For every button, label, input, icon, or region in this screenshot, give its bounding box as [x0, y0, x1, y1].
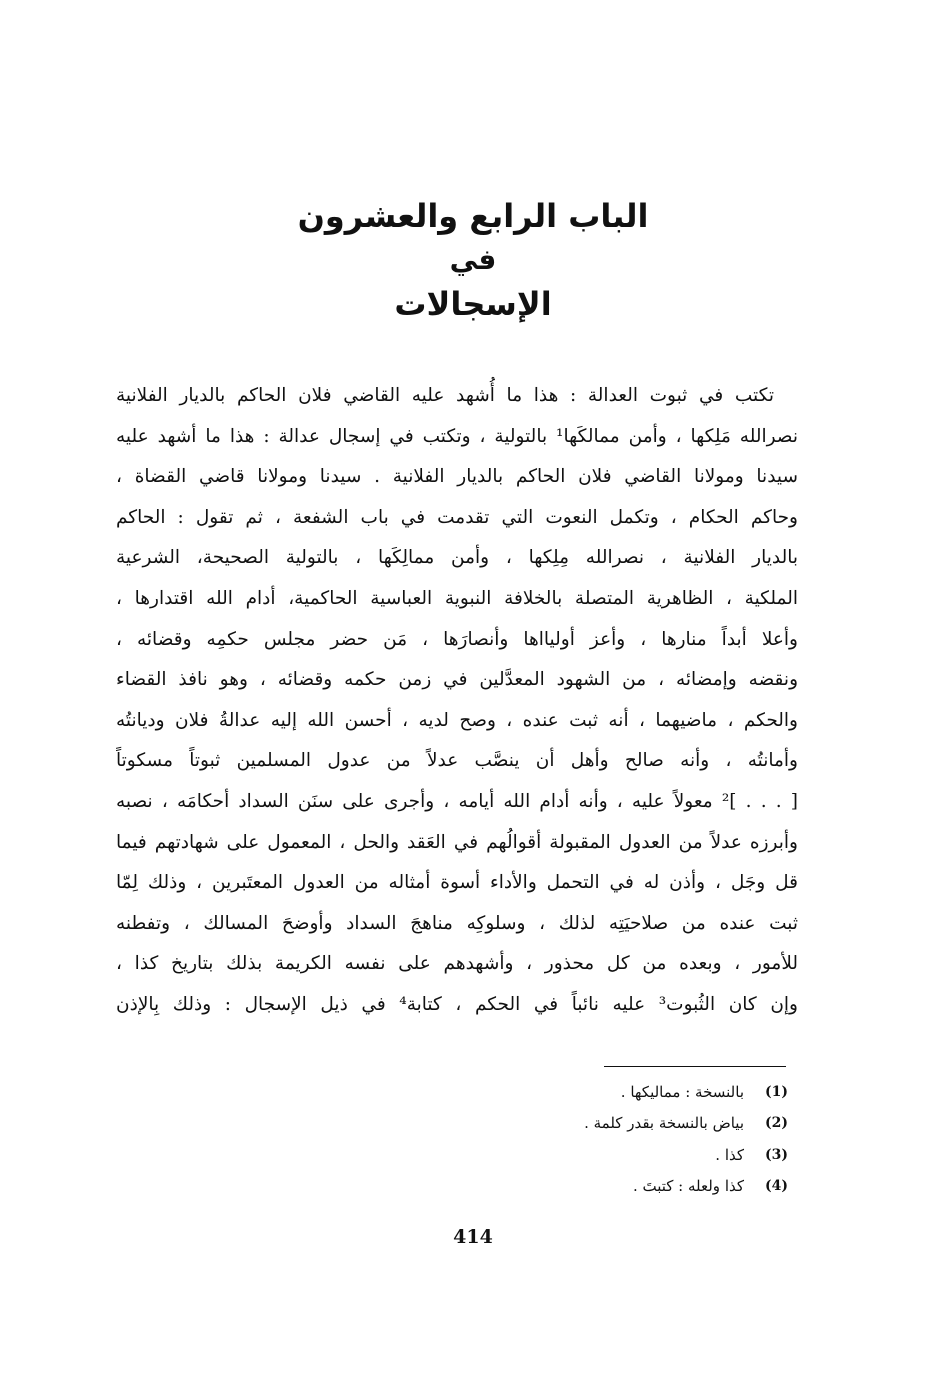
footnote-item [288, 1139, 788, 1171]
footnote-item [288, 1171, 788, 1203]
body-line: وأبرزه عدلاً من العدول المقبولة أقوالُهم في العَقد والحل ، المعمول على شهادتهم فيما [116, 831, 798, 853]
body-line: وأعلا أبداً منارها ، وأعز أوليااها وأنصارَها ، مَن حضر مجلس حكمِه وقضائه ، [116, 628, 798, 650]
footnote-number: (3) [765, 1146, 788, 1163]
page-number: 414 [453, 1226, 493, 1248]
footnote-number: (4) [765, 1178, 788, 1195]
body-line: والحكم ، ماضيهما ، أنه ثبت عنده ، وصح لديه ، أحسن الله إليه عدالةُ فلان وديانتُه [116, 709, 798, 731]
chapter-title-connector: في [449, 243, 497, 276]
footnote-number: (2) [765, 1115, 788, 1132]
body-line: وحاكم الحكام ، وتكمل النعوت التي تقدمت في باب الشفعة ، ثم تقول : الحاكم [116, 506, 798, 528]
footnote-number: (1) [765, 1083, 788, 1100]
footnote-divider [604, 1066, 786, 1067]
body-line: نصرالله مَلِكها ، وأمن ممالكَها¹ بالتولية ، وتكتب في إسجال عدالة : هذا ما أشهد عليه [116, 425, 798, 447]
footnote-text: بياض بالنسخة بقدر كلمة . [584, 1114, 744, 1133]
body-line: [ . . . ]² معولاً عليه ، وأنه أدام الله أيامه ، وأجرى على سنَن السداد أحكامَه ، نصبه [116, 790, 798, 812]
footnote-text: كذا ولعله : كتبتَ . [632, 1177, 744, 1196]
body-line: بالديار الفلانية ، نصرالله مِلِكها ، وأمن ممالِكَها ، بالتولية الصحيحة، الشرعية [116, 547, 798, 569]
chapter-subject: الإسجالات [394, 285, 552, 323]
body-line: وأمانتُه ، وأنه صالح وأهل أن ينصَّب عدلاً من عدول المسلمين ثبوتاً مسكوتاً [116, 750, 798, 772]
footnote-item [288, 1108, 788, 1140]
body-line: سيدنا ومولانا القاضي فلان الحاكم بالديار الفلانية . سيدنا ومولانا قاضي القضاة ، [116, 466, 798, 488]
body-line: الملكية ، الظاهرية المتصلة بالخلافة النبوية العباسية الحاكمية، أدام الله اقتدارها ، [116, 587, 798, 609]
body-paragraph [116, 376, 798, 1026]
body-line: وإن كان الثُبوت³ عليه نائباً في الحكم ، كتابة⁴ في ذيل الإسجال : وذلك بِالإذن [116, 993, 798, 1015]
body-line: تكتب في ثبوت العدالة : هذا ما أُشهد عليه القاضي فلان الحاكم بالديار الفلانية [116, 385, 774, 406]
body-line: ثبت عنده من صلاحيَتِه لذلك ، وسلوكِه مناهجَ السداد وأوضحَ المسالك ، وتفطنه [116, 912, 798, 934]
body-line: للأمور ، وبعده من كل محذور ، وأشهدهم على نفسه الكريمة بذلك بتاريخ كذا ، [116, 953, 798, 975]
body-line: قل وجَل ، وأذن له في التحمل والأداء أسوة أمثاله من العدول المعتَبرين ، وذلك لِمّا [116, 872, 798, 894]
chapter-title: الباب الرابع والعشرون [297, 197, 649, 235]
footnote-text: بالنسخة : مماليكها . [620, 1082, 744, 1101]
body-line: ونقضه وإمضائه ، من الشهود المعدَّلين في زمن حكمه وقضائه ، وهو نافذ القضاء [116, 669, 798, 691]
footnote-item [288, 1076, 788, 1108]
footnote-text: كذا . [715, 1145, 744, 1164]
chapter-heading [0, 192, 946, 328]
footnotes [288, 1076, 788, 1202]
